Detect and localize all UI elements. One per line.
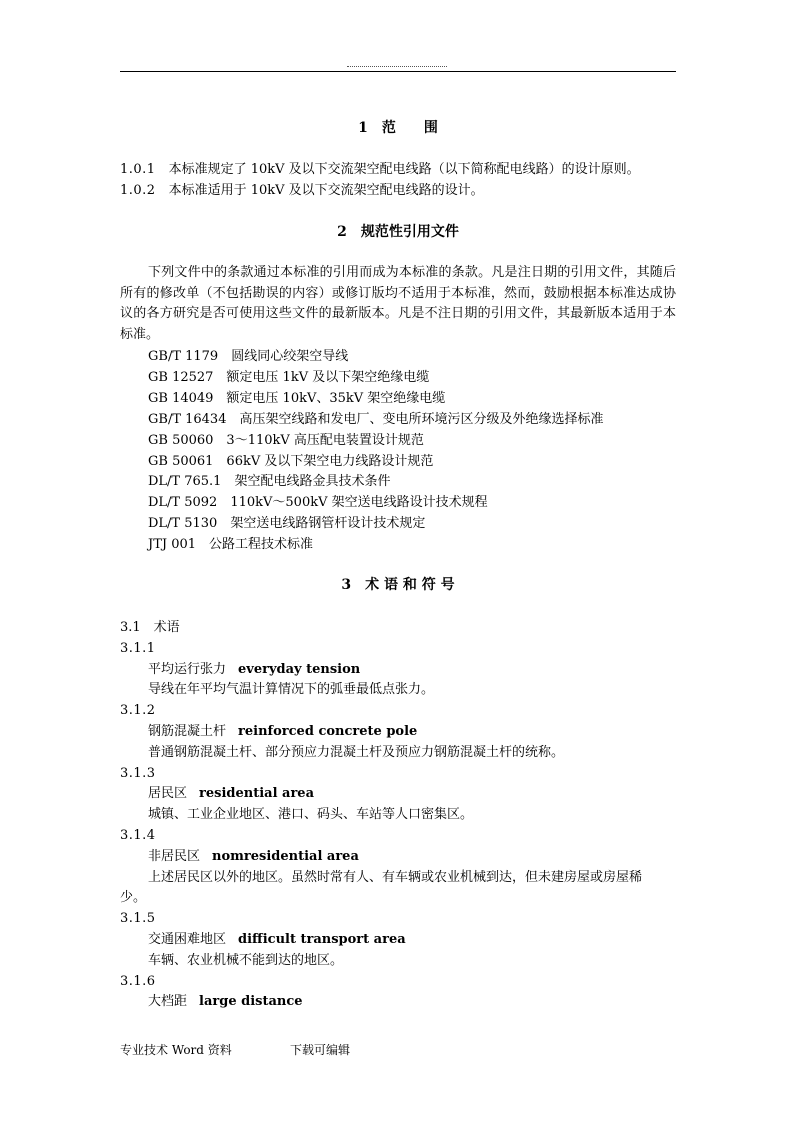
term-heading: 居民区 residential area xyxy=(148,786,315,801)
header-rule xyxy=(120,71,676,72)
footer-left: 专业技术 Word 资料 xyxy=(120,1043,232,1057)
term-number: 3.1.6 xyxy=(120,974,156,989)
reference-item: GB 14049 额定电压 10kV、35kV 架空绝缘电缆 xyxy=(148,391,446,406)
term-number: 3.1.4 xyxy=(120,828,156,843)
term-definition: 城镇、工业企业地区、港口、码头、车站等人口密集区。 xyxy=(148,807,474,822)
section-2-title: 2 规范性引用文件 xyxy=(337,224,459,240)
clause-1-0-1: 1.0.1 本标准规定了 10kV 及以下交流架空配电线路（以下简称配电线路）的设计原则。 xyxy=(120,162,640,177)
term-definition: 导线在年平均气温计算情况下的弧垂最低点张力。 xyxy=(148,682,435,697)
reference-item: DL/T 5130 架空送电线路钢管杆设计技术规定 xyxy=(148,516,426,531)
term-definition: 上述居民区以外的地区。虽然时常有人、有车辆或农业机械到达，但未建房屋或房屋稀 xyxy=(148,870,643,885)
term-definition: 车辆、农业机械不能到达的地区。 xyxy=(148,953,344,968)
reference-item: GB/T 1179 圆线同心绞架空导线 xyxy=(148,349,349,364)
reference-item: GB 12527 额定电压 1kV 及以下架空绝缘电缆 xyxy=(148,370,430,385)
term-number: 3.1.5 xyxy=(120,911,156,926)
term-heading: 平均运行张力 everyday tension xyxy=(148,662,361,677)
term-definition: 普通钢筋混凝土杆、部分预应力混凝土杆及预应力钢筋混凝土杆的统称。 xyxy=(148,745,565,760)
reference-item: GB 50061 66kV 及以下架空电力线路设计规范 xyxy=(148,454,434,469)
footer-right: 下载可编辑 xyxy=(290,1043,351,1057)
reference-item: DL/T 5092 110kV～500kV 架空送电线路设计技术规程 xyxy=(148,495,488,510)
section-2-paragraph: 下列文件中的条款通过本标准的引用而成为本标准的条款。凡是注日期的引用文件，其随后所有的修改单（不包括勘误的内容）或修订版均不适用于本标准，然而，鼓励根据本标准达成协议的各方研究是否可使用这些文件的最新版本。凡是不注日期的引用文件，其最新版本适用于本标准。 xyxy=(120,265,676,342)
header-dots xyxy=(347,58,447,67)
term-number: 3.1.1 xyxy=(120,641,156,656)
term-definition-continued: 少。 xyxy=(120,890,147,905)
reference-item: GB/T 16434 高压架空线路和发电厂、变电所环境污区分级及外绝缘选择标准 xyxy=(148,412,604,427)
term-heading: 交通困难地区 difficult transport area xyxy=(148,932,406,947)
clause-1-0-2: 1.0.2 本标准适用于 10kV 及以下交流架空配电线路的设计。 xyxy=(120,183,484,198)
term-number: 3.1.3 xyxy=(120,766,156,781)
term-number: 3.1.2 xyxy=(120,703,156,718)
term-heading: 非居民区 nomresidential area xyxy=(148,849,359,864)
section-3-title: 3 术 语 和 符 号 xyxy=(341,577,455,593)
reference-item: GB 50060 3～110kV 高压配电装置设计规范 xyxy=(148,433,424,448)
term-heading: 大档距 large distance xyxy=(148,994,303,1009)
subsection-3-1: 3.1 术语 xyxy=(120,620,180,635)
term-heading: 钢筋混凝土杆 reinforced concrete pole xyxy=(148,724,418,739)
section-1-title: 1 范 围 xyxy=(358,120,438,136)
reference-item: DL/T 765.1 架空配电线路金具技术条件 xyxy=(148,474,391,489)
reference-item: JTJ 001 公路工程技术标准 xyxy=(148,537,314,552)
